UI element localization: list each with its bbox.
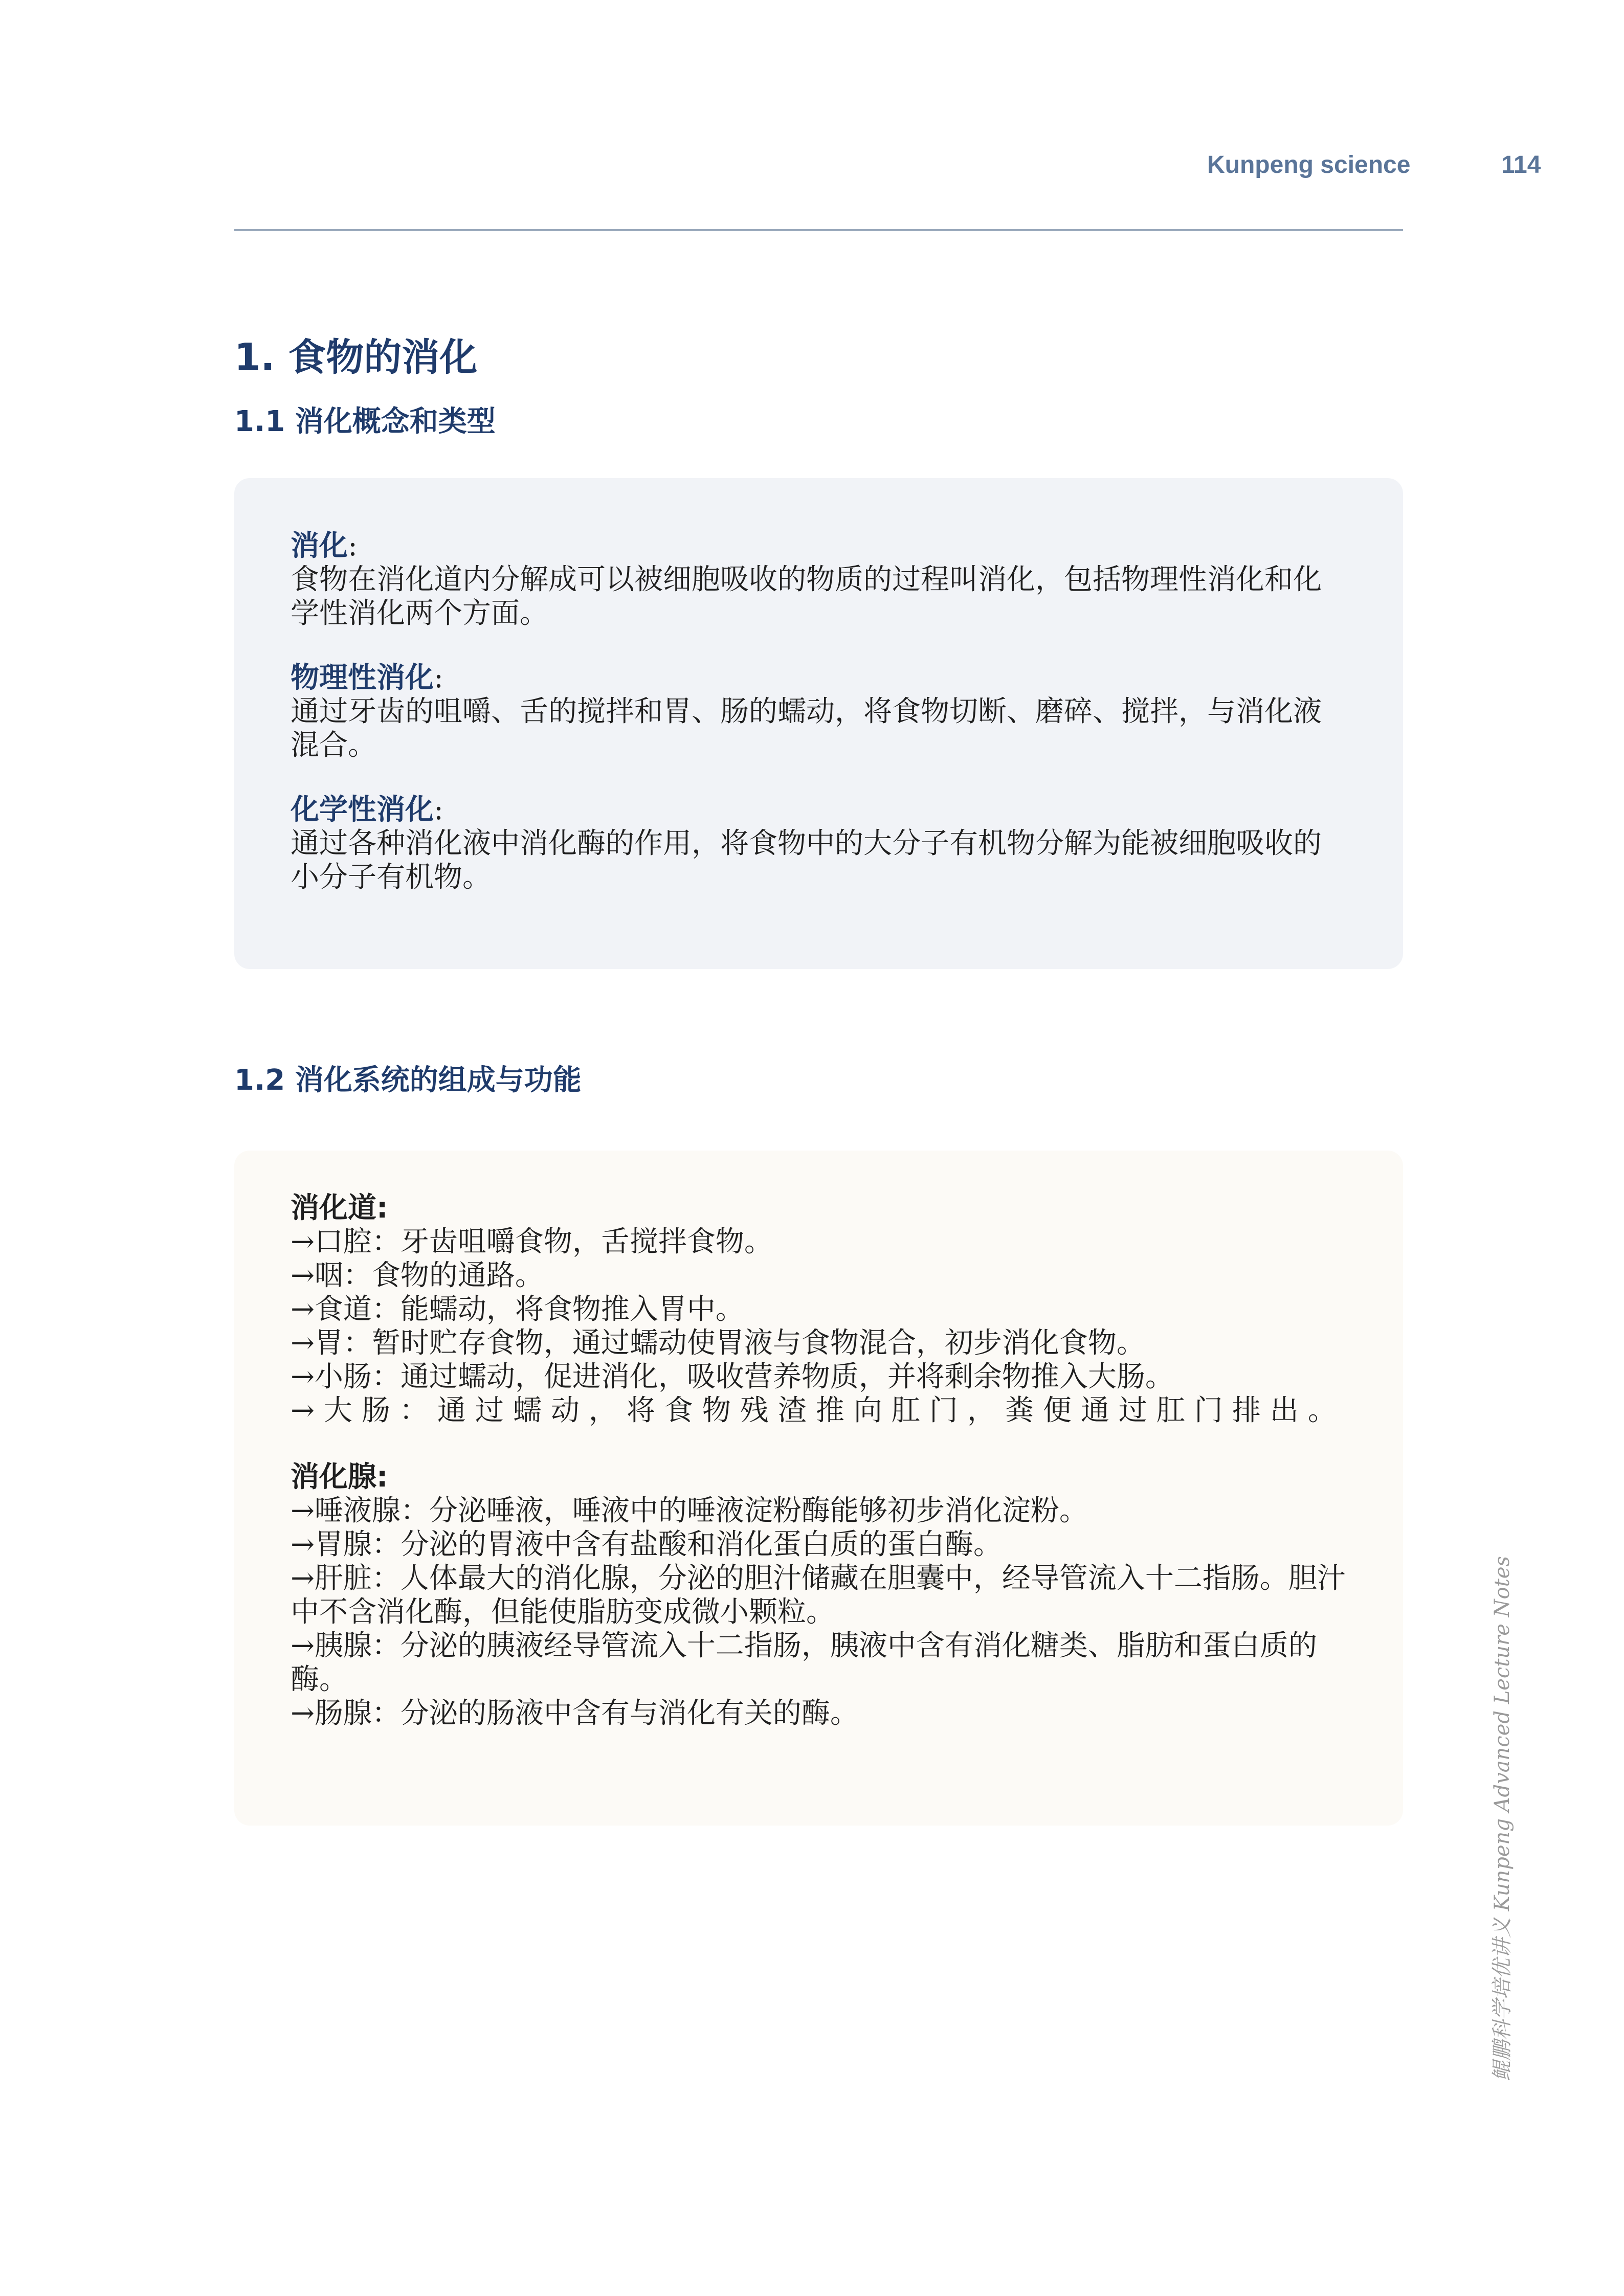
- list-item: →小肠：通过蠕动，促进消化，吸收营养物质，并将剩余物推入大肠。: [291, 1360, 1174, 1393]
- definition-text: 通过各种消化液中消化酶的作用，将食物中的大分子有机物分解为能被细胞吸收的小分子有机物。: [291, 827, 1322, 894]
- definitions-box: [234, 478, 1403, 969]
- list-item: →肠腺：分泌的肠液中含有与消化有关的酶。: [291, 1697, 859, 1730]
- vertical-side-note: 鲲鹏科学培优讲义 Kunpeng Advanced Lecture Notes: [1490, 1556, 1514, 2081]
- list-item: →口腔：牙齿咀嚼食物，舌搅拌食物。: [291, 1225, 773, 1258]
- list-item: →胃腺：分泌的胃液中含有盐酸和消化蛋白质的蛋白酶。: [291, 1528, 1002, 1561]
- subsection-title-1-2: 1.2 消化系统的组成与功能: [234, 1064, 582, 1097]
- list-item: →胰腺：分泌的胰液经导管流入十二指肠，胰液中含有消化糖类、脂肪和蛋白质的酶。: [291, 1629, 1317, 1696]
- definition-colon: :: [434, 661, 443, 694]
- header-divider: [234, 229, 1403, 231]
- definition-term: 物理性消化: [291, 661, 434, 694]
- list-item: →肝脏：人体最大的消化腺，分泌的胆汁储藏在胆囊中，经导管流入十二指肠。胆汁中不含消化酶，但能使脂肪变成微小颗粒。: [291, 1562, 1346, 1629]
- list-item: →胃：暂时贮存食物，通过蠕动使胃液与食物混合，初步消化食物。: [291, 1326, 1145, 1360]
- definition-colon: :: [434, 793, 443, 826]
- subsection-title-1-1: 1.1 消化概念和类型: [234, 405, 496, 438]
- definition-term: 消化: [291, 529, 348, 562]
- definition-chemical-digestion: [291, 793, 1347, 894]
- definition-text: 食物在消化道内分解成可以被细胞吸收的物质的过程叫消化，包括物理性消化和化学性消化两个方面。: [291, 563, 1322, 630]
- page-number: 114: [1501, 151, 1541, 178]
- definition-digestion: [291, 529, 1347, 631]
- definition-text: 通过牙齿的咀嚼、舌的搅拌和胃、肠的蠕动，将食物切断、磨碎、搅拌，与消化液混合。: [291, 695, 1322, 762]
- definition-term: 化学性消化: [291, 793, 434, 826]
- running-header-title: Kunpeng science: [1207, 151, 1411, 178]
- list-item: →食道：能蠕动，将食物推入胃中。: [291, 1293, 744, 1326]
- definition-physical-digestion: [291, 661, 1347, 762]
- section-title: 1. 食物的消化: [234, 335, 478, 379]
- list-item: →唾液腺：分泌唾液，唾液中的唾液淀粉酶能够初步消化淀粉。: [291, 1494, 1088, 1527]
- spacer: [291, 1428, 1347, 1460]
- list-item: →咽：食物的通路。: [291, 1259, 544, 1292]
- digestive-tract-heading: 消化道:: [291, 1191, 388, 1225]
- digestive-system-box: [234, 1151, 1403, 1826]
- digestive-glands-heading: 消化腺:: [291, 1460, 388, 1494]
- list-item: →大肠：通过蠕动，将食物残渣推向肛门，粪便通过肛门排出。: [291, 1394, 1346, 1427]
- definition-colon: :: [348, 529, 358, 562]
